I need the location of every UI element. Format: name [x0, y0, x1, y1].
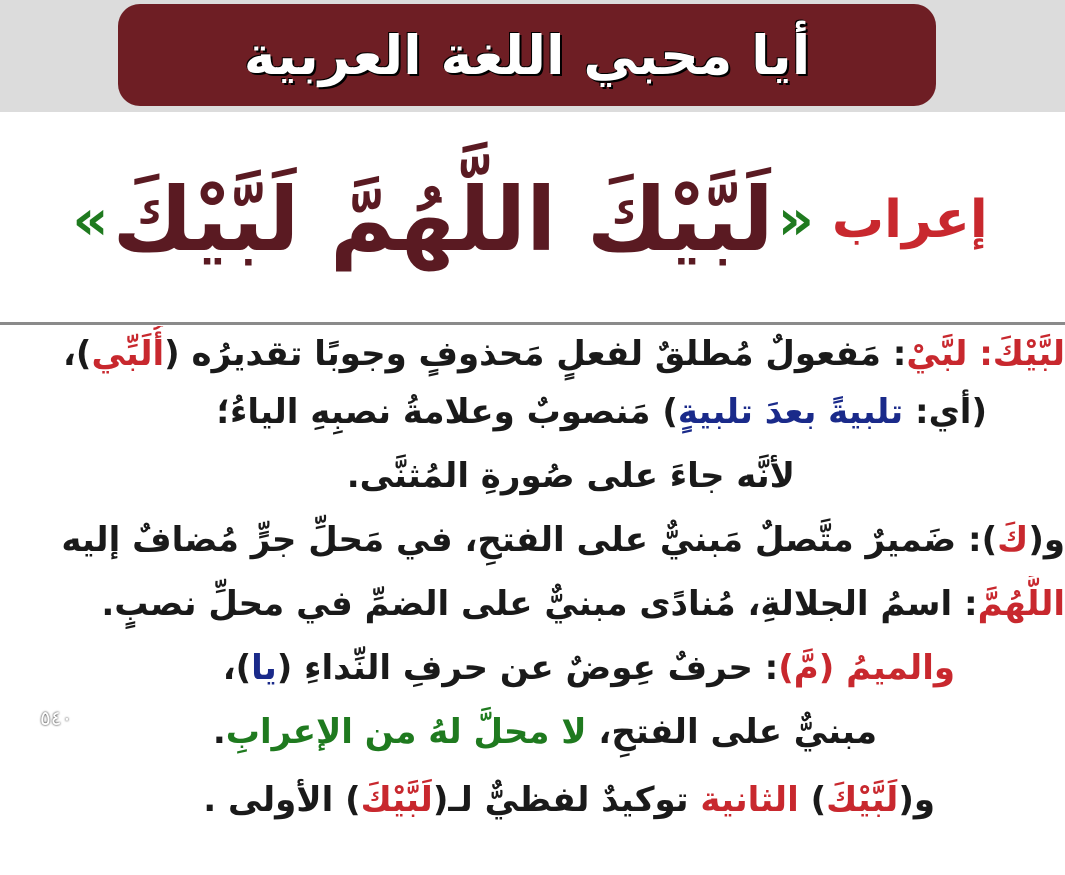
explanation-line: [0, 326, 1065, 382]
heading-row: [50, 130, 1010, 310]
text-segment: .: [212, 712, 226, 752]
open-quote: «: [777, 187, 814, 253]
text-segment: مبنيٌّ على الفتحِ،: [586, 712, 877, 752]
explanation-body: [0, 326, 1065, 875]
explanation-line: [0, 704, 877, 760]
text-segment: كَ: [997, 520, 1029, 560]
explanation-line: [0, 448, 795, 504]
heading-label: إعراب: [831, 190, 988, 250]
text-segment: : حرفٌ عِوضٌ عن حرفِ النِّداءِ (: [276, 648, 779, 688]
text-segment: توكيدٌ لفظيٌّ لـ(: [432, 780, 701, 820]
explanation-line: [0, 640, 955, 696]
text-segment: أُلَبِّي: [91, 334, 165, 374]
text-segment: )،: [222, 648, 252, 688]
explanation-line: [0, 772, 935, 828]
text-segment: لبَّيْكَ: لبَّيْ: [906, 334, 1065, 374]
explanation-line: [0, 512, 1065, 568]
comment-bubble-icon[interactable]: [36, 796, 100, 860]
text-segment: اللَّهُمَّ: [977, 584, 1065, 624]
banner-title: أيا محبي اللغة العربية: [243, 23, 811, 87]
text-segment: تلبيةً بعدَ تلبيةٍ: [677, 392, 904, 432]
text-segment: ) الأولى .: [203, 780, 361, 820]
divider: [0, 322, 1065, 325]
text-segment: لأنَّه جاءَ على صُورةِ المُثنَّى.: [346, 456, 795, 496]
heading-phrase: لَبَّيْكَ اللَّهُمَّ لَبَّيْكَ: [112, 168, 774, 271]
text-segment: (أي:: [903, 392, 987, 432]
text-segment: لَبَّيْكَ: [360, 780, 433, 820]
text-segment: ): ضَميرٌ متَّصلٌ مَبنيٌّ على الفتحِ، في مَحلِّ جرٍّ مُضافٌ إليه: [61, 520, 998, 560]
close-quote: »: [72, 187, 109, 253]
text-segment: لا محلَّ لهُ من الإعرابِ: [225, 712, 587, 752]
text-segment: : مَفعولٌ مُطلقٌ لفعلٍ مَحذوفٍ وجوبًا تقديرُه (: [164, 334, 907, 374]
text-segment: لَبَّيْكَ: [826, 780, 899, 820]
explanation-line: [0, 576, 1065, 632]
text-segment: الثانية: [700, 780, 799, 820]
text-segment: و(: [1028, 520, 1065, 560]
text-segment: )،: [62, 334, 92, 374]
text-segment: ): [798, 780, 827, 820]
title-banner: [118, 4, 936, 106]
text-segment: : اسمُ الجلالةِ، مُنادًى مبنيٌّ على الضمِّ في محلِّ نصبٍ.: [101, 584, 978, 624]
explanation-line: [0, 384, 987, 440]
text-segment: ) مَنصوبٌ وعلامةُ نصبِهِ الياءُ؛: [216, 392, 678, 432]
view-counter: ٥٤٠: [40, 706, 73, 730]
text-segment: يا: [251, 648, 277, 688]
text-segment: و(: [898, 780, 935, 820]
text-segment: والميمُ (مَّ): [778, 648, 955, 688]
